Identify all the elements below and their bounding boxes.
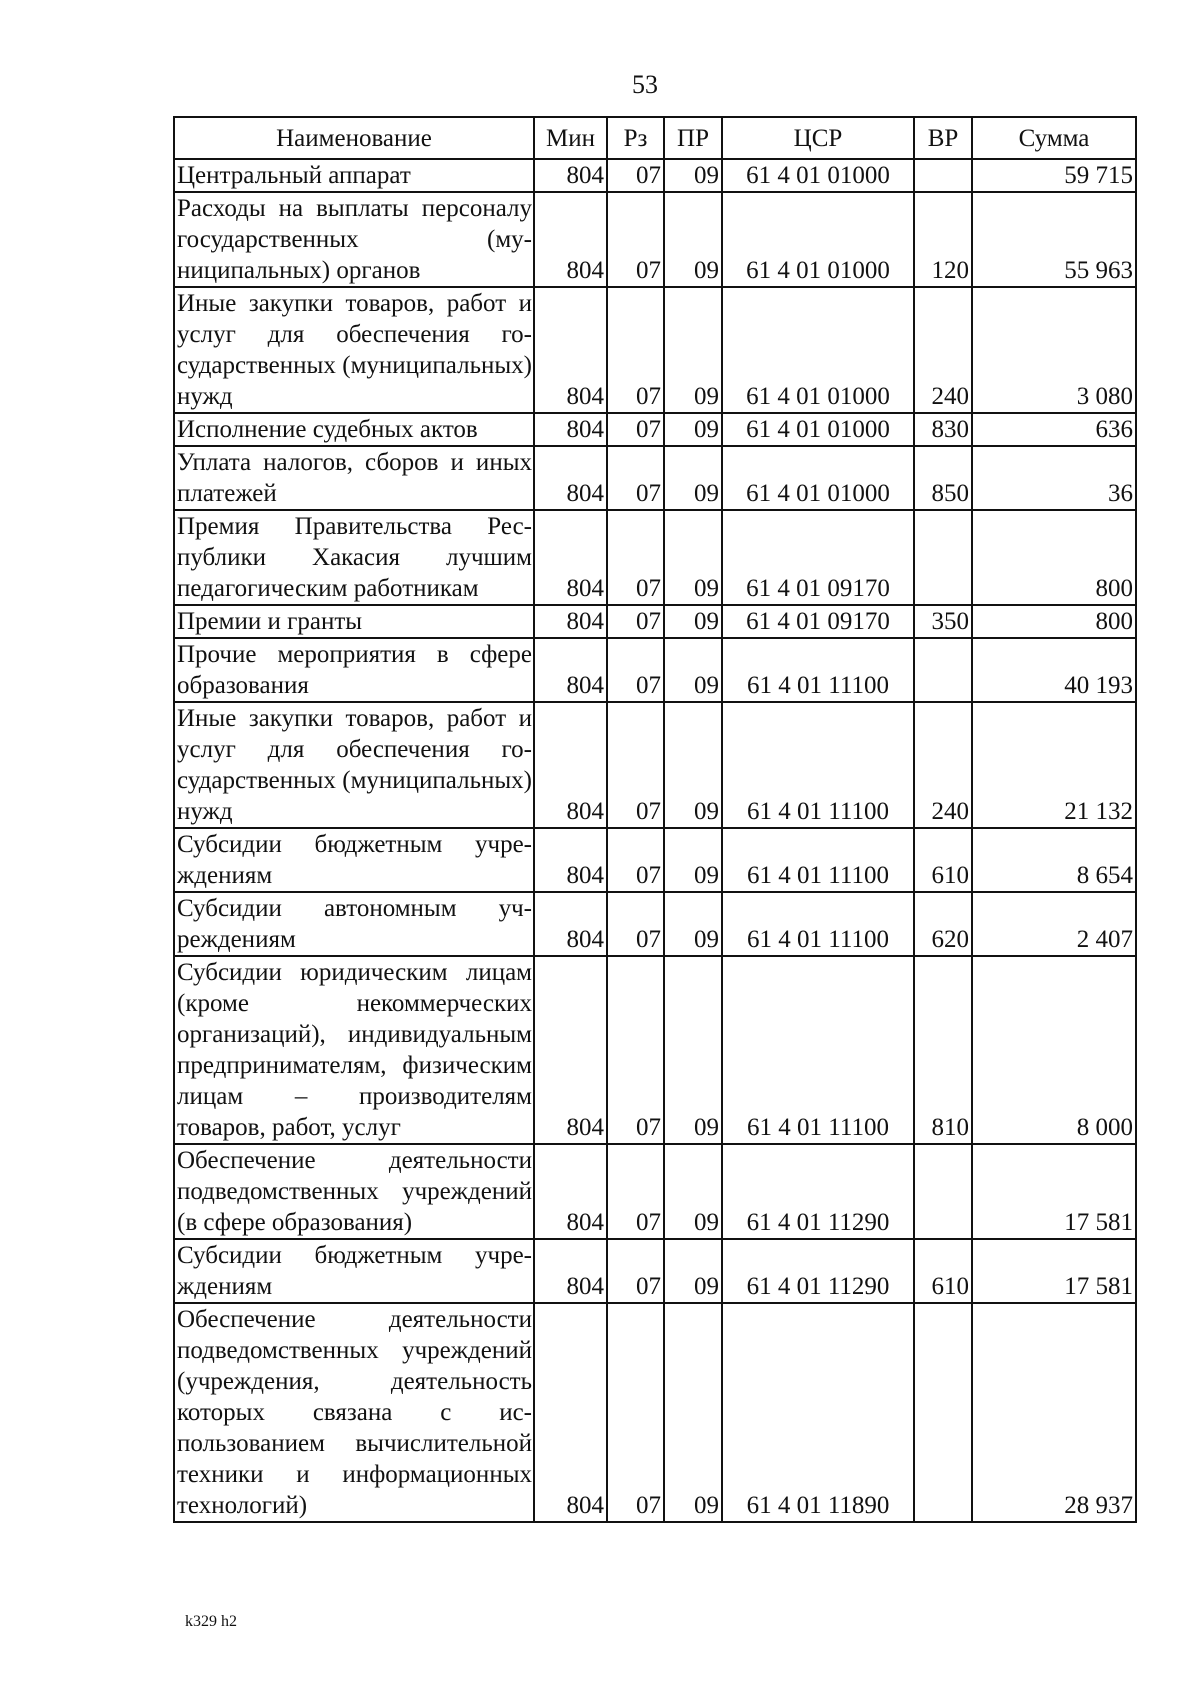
cell-name: Субсидии юридическим лицам (кроме некоммерческих организаций), индивидуальным предпринимателям, физическим лицам – производителям товаров, работ, услуг <box>174 956 534 1144</box>
cell-vr: 810 <box>914 956 972 1144</box>
cell-min: 804 <box>534 446 607 510</box>
cell-pr: 09 <box>664 287 722 413</box>
cell-csr: 61 4 01 11100 <box>722 638 914 702</box>
cell-name: Обеспечение деятельности подведомственных учреждений (учреждения, деятельность которых связана с использованием вычислительной техники и информационных технологий) <box>174 1303 534 1522</box>
cell-min: 804 <box>534 1144 607 1239</box>
table-row <box>174 605 1136 638</box>
cell-csr: 61 4 01 11100 <box>722 702 914 828</box>
table-row <box>174 1303 1136 1522</box>
table-row <box>174 892 1136 956</box>
cell-name: Расходы на выплаты персоналу государственных (муниципальных) органов <box>174 192 534 287</box>
cell-rz: 07 <box>607 638 664 702</box>
cell-vr: 830 <box>914 413 972 446</box>
cell-name: Субсидии бюджетным учреждениям <box>174 1239 534 1303</box>
header-pr: ПР <box>664 117 722 159</box>
cell-name: Прочие мероприятия в сфере образования <box>174 638 534 702</box>
cell-csr: 61 4 01 11100 <box>722 892 914 956</box>
cell-pr: 09 <box>664 1144 722 1239</box>
cell-name: Уплата налогов, сборов и иных платежей <box>174 446 534 510</box>
cell-vr: 620 <box>914 892 972 956</box>
table-row <box>174 702 1136 828</box>
cell-sum: 636 <box>972 413 1136 446</box>
cell-vr: 610 <box>914 828 972 892</box>
cell-name: Премия Правительства Республики Хакасия лучшим педагогическим работникам <box>174 510 534 605</box>
cell-vr <box>914 1144 972 1239</box>
cell-min: 804 <box>534 1239 607 1303</box>
cell-sum: 21 132 <box>972 702 1136 828</box>
cell-vr <box>914 1303 972 1522</box>
cell-rz: 07 <box>607 446 664 510</box>
cell-rz: 07 <box>607 287 664 413</box>
cell-name: Иные закупки товаров, работ и услуг для обеспечения государственных (муниципальных) нужд <box>174 287 534 413</box>
cell-vr: 850 <box>914 446 972 510</box>
header-rz: Рз <box>607 117 664 159</box>
cell-pr: 09 <box>664 956 722 1144</box>
cell-pr: 09 <box>664 605 722 638</box>
cell-rz: 07 <box>607 413 664 446</box>
cell-csr: 61 4 01 11290 <box>722 1239 914 1303</box>
cell-csr: 61 4 01 11100 <box>722 828 914 892</box>
cell-vr <box>914 638 972 702</box>
cell-name: Премии и гранты <box>174 605 534 638</box>
page-number: 53 <box>632 70 658 99</box>
table-row <box>174 956 1136 1144</box>
cell-sum: 800 <box>972 510 1136 605</box>
cell-csr: 61 4 01 11890 <box>722 1303 914 1522</box>
header-min: Мин <box>534 117 607 159</box>
cell-min: 804 <box>534 287 607 413</box>
table-row <box>174 1144 1136 1239</box>
cell-csr: 61 4 01 09170 <box>722 510 914 605</box>
header-sum: Сумма <box>972 117 1136 159</box>
cell-name: Иные закупки товаров, работ и услуг для обеспечения государственных (муниципальных) нужд <box>174 702 534 828</box>
cell-sum: 800 <box>972 605 1136 638</box>
cell-csr: 61 4 01 01000 <box>722 287 914 413</box>
table-row <box>174 287 1136 413</box>
cell-csr: 61 4 01 01000 <box>722 446 914 510</box>
table-body <box>174 159 1136 1522</box>
cell-rz: 07 <box>607 1303 664 1522</box>
cell-pr: 09 <box>664 159 722 192</box>
cell-rz: 07 <box>607 159 664 192</box>
table-row <box>174 446 1136 510</box>
cell-csr: 61 4 01 01000 <box>722 159 914 192</box>
cell-pr: 09 <box>664 446 722 510</box>
cell-min: 804 <box>534 638 607 702</box>
cell-rz: 07 <box>607 956 664 1144</box>
cell-min: 804 <box>534 413 607 446</box>
table-row <box>174 510 1136 605</box>
footer-code: k329 h2 <box>185 1613 237 1630</box>
cell-csr: 61 4 01 01000 <box>722 192 914 287</box>
cell-rz: 07 <box>607 1144 664 1239</box>
cell-name: Субсидии бюджетным учреждениям <box>174 828 534 892</box>
cell-vr: 350 <box>914 605 972 638</box>
cell-csr: 61 4 01 09170 <box>722 605 914 638</box>
cell-name: Центральный аппарат <box>174 159 534 192</box>
cell-vr <box>914 159 972 192</box>
cell-name: Обеспечение деятельности подведомственных учреждений (в сфере образования) <box>174 1144 534 1239</box>
cell-vr: 240 <box>914 702 972 828</box>
cell-min: 804 <box>534 510 607 605</box>
cell-min: 804 <box>534 1303 607 1522</box>
cell-sum: 3 080 <box>972 287 1136 413</box>
cell-pr: 09 <box>664 892 722 956</box>
header-vr: ВР <box>914 117 972 159</box>
cell-pr: 09 <box>664 702 722 828</box>
header-name: Наименование <box>174 117 534 159</box>
cell-csr: 61 4 01 11100 <box>722 956 914 1144</box>
cell-pr: 09 <box>664 1239 722 1303</box>
cell-rz: 07 <box>607 510 664 605</box>
cell-sum: 8 000 <box>972 956 1136 1144</box>
cell-min: 804 <box>534 192 607 287</box>
cell-vr: 610 <box>914 1239 972 1303</box>
cell-name: Исполнение судебных актов <box>174 413 534 446</box>
cell-name: Субсидии автономным учреждениям <box>174 892 534 956</box>
cell-sum: 2 407 <box>972 892 1136 956</box>
cell-pr: 09 <box>664 828 722 892</box>
cell-min: 804 <box>534 892 607 956</box>
cell-min: 804 <box>534 605 607 638</box>
cell-vr: 120 <box>914 192 972 287</box>
cell-min: 804 <box>534 956 607 1144</box>
table-row <box>174 638 1136 702</box>
cell-min: 804 <box>534 828 607 892</box>
cell-sum: 55 963 <box>972 192 1136 287</box>
cell-rz: 07 <box>607 605 664 638</box>
cell-min: 804 <box>534 159 607 192</box>
table-row <box>174 192 1136 287</box>
cell-sum: 28 937 <box>972 1303 1136 1522</box>
cell-sum: 8 654 <box>972 828 1136 892</box>
header-csr: ЦСР <box>722 117 914 159</box>
cell-sum: 17 581 <box>972 1144 1136 1239</box>
cell-sum: 17 581 <box>972 1239 1136 1303</box>
cell-rz: 07 <box>607 1239 664 1303</box>
cell-vr: 240 <box>914 287 972 413</box>
table-row <box>174 413 1136 446</box>
cell-sum: 40 193 <box>972 638 1136 702</box>
cell-pr: 09 <box>664 1303 722 1522</box>
budget-table <box>173 116 1137 1523</box>
table-header-row <box>174 117 1136 159</box>
cell-csr: 61 4 01 01000 <box>722 413 914 446</box>
cell-sum: 59 715 <box>972 159 1136 192</box>
cell-sum: 36 <box>972 446 1136 510</box>
cell-rz: 07 <box>607 702 664 828</box>
table-row <box>174 159 1136 192</box>
cell-csr: 61 4 01 11290 <box>722 1144 914 1239</box>
cell-vr <box>914 510 972 605</box>
table-row <box>174 1239 1136 1303</box>
cell-rz: 07 <box>607 192 664 287</box>
cell-pr: 09 <box>664 638 722 702</box>
cell-min: 804 <box>534 702 607 828</box>
cell-rz: 07 <box>607 828 664 892</box>
cell-pr: 09 <box>664 413 722 446</box>
cell-rz: 07 <box>607 892 664 956</box>
table-row <box>174 828 1136 892</box>
cell-pr: 09 <box>664 510 722 605</box>
cell-pr: 09 <box>664 192 722 287</box>
